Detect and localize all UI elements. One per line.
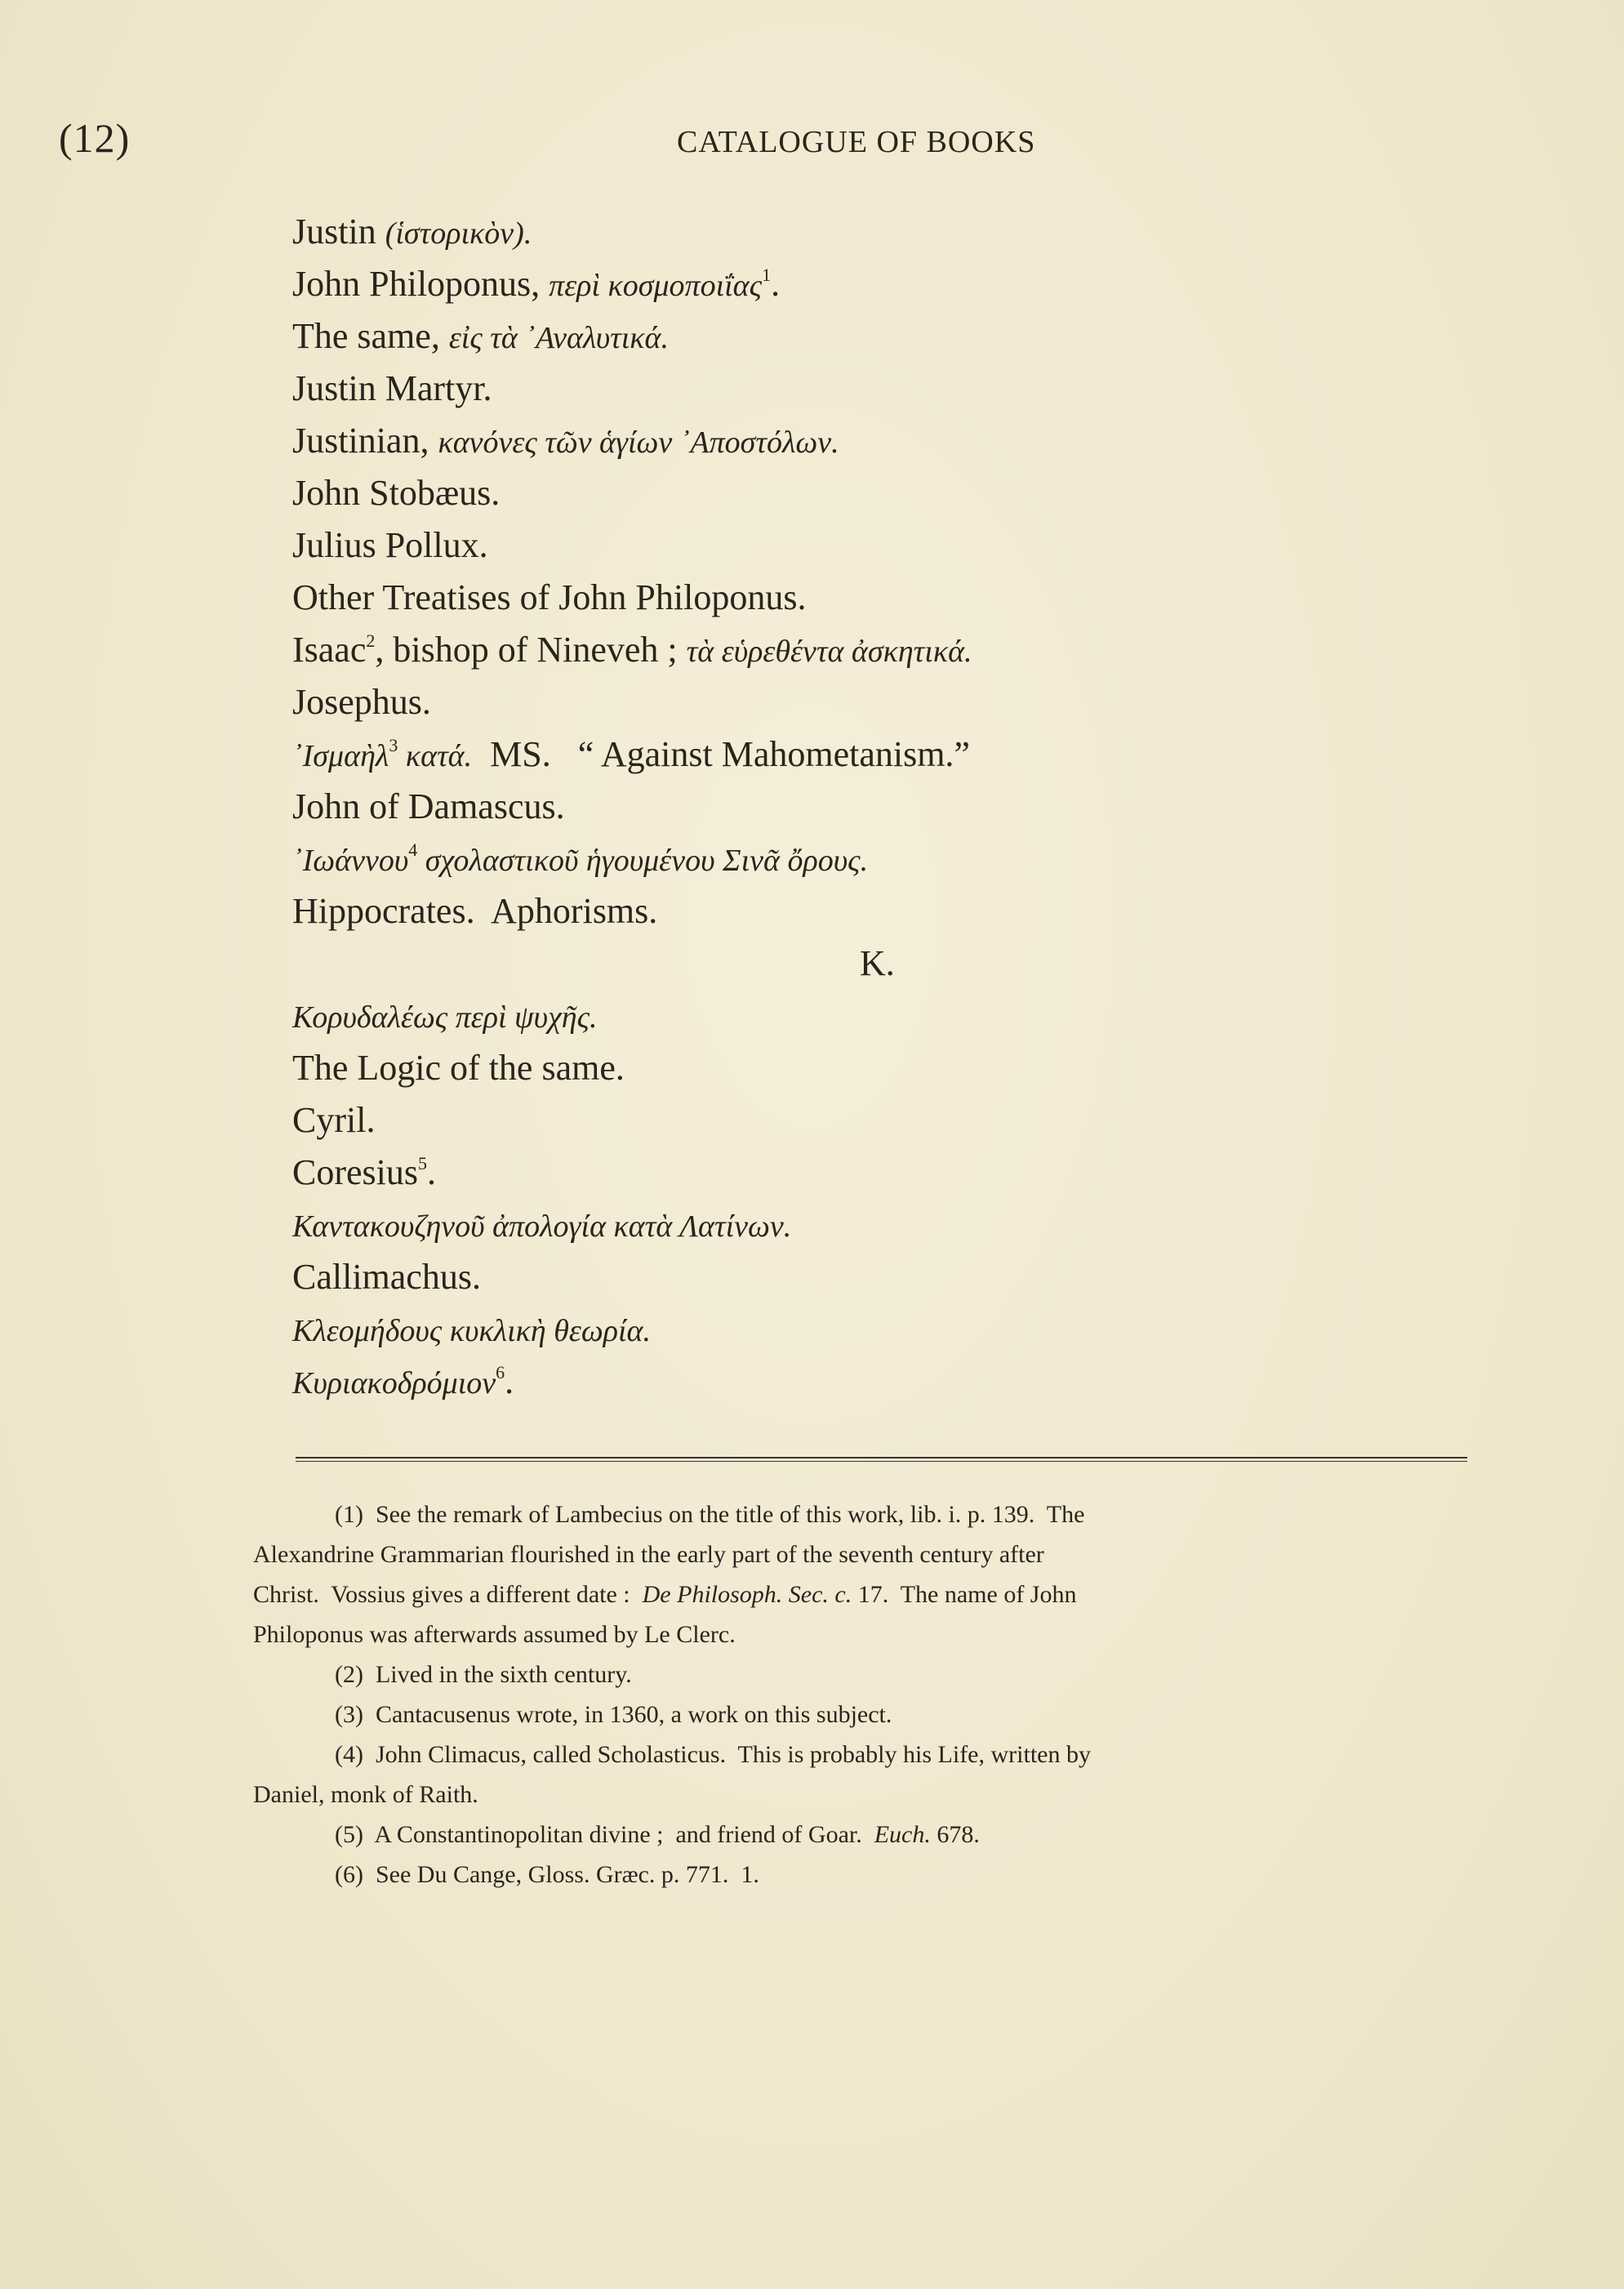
catalogue-entries xyxy=(292,206,1517,1408)
footnotes xyxy=(253,1494,1462,1895)
section-letter: K. xyxy=(860,943,895,983)
footnote-1: (1) See the remark of Lambecius on the title of this work, lib. i. p. 139. The xyxy=(335,1501,1085,1528)
catalogue-entry: John Philoponus, περὶ κοσμοποιΐας$^1$. xyxy=(292,264,781,304)
footnote-ref: 6 xyxy=(496,1362,505,1383)
catalogue-entry: Hippocrates. Aphorisms. xyxy=(292,891,658,931)
footnote-1-continued: Christ. Vossius gives a different date : De Philosoph. Sec. c. 17. The name of John xyxy=(253,1581,1077,1608)
catalogue-entry: Justinian, κανόνες τῶν ἁγίων ᾿Αποστόλων. xyxy=(292,421,839,461)
footnote-1-continued: Alexandrine Grammarian flourished in the early part of the seventh century after xyxy=(253,1541,1044,1568)
catalogue-entry: Justin (ἱστορικὸν). xyxy=(292,212,532,252)
catalogue-entry: Κυριακοδρόμιον$^6$. xyxy=(292,1361,514,1401)
footnote-6: (6) See Du Cange, Gloss. Græc. p. 771. 1. xyxy=(335,1861,759,1888)
catalogue-entry: The Logic of the same. xyxy=(292,1048,625,1088)
catalogue-entry: Justin Martyr. xyxy=(292,368,492,408)
catalogue-entry: Callimachus. xyxy=(292,1257,481,1297)
catalogue-entry: Καντακουζηνοῦ ἀπολογία κατὰ Λατίνων. xyxy=(292,1209,792,1244)
catalogue-entry: Josephus. xyxy=(292,682,431,722)
catalogue-entry: John Stobæus. xyxy=(292,473,501,513)
catalogue-entry: Κορυδαλέως περὶ ψυχῆς. xyxy=(292,1000,598,1035)
footnote-divider xyxy=(296,1457,1467,1458)
footnote-ref: 4 xyxy=(408,839,418,860)
footnote-1-continued: Philoponus was afterwards assumed by Le Clerc. xyxy=(253,1621,736,1648)
catalogue-entry: Julius Pollux. xyxy=(292,525,488,565)
catalogue-entry: Cyril. xyxy=(292,1100,376,1140)
footnote-5: (5) A Constantinopolitan divine ; and friend of Goar. Euch. 678. xyxy=(335,1821,980,1848)
catalogue-entry: ᾿Ισμαὴλ$^3$ κατά. MS. “ Against Mahometanism.” xyxy=(292,734,970,774)
footnote-2: (2) Lived in the sixth century. xyxy=(335,1661,632,1688)
footnote-ref: 2 xyxy=(366,630,376,651)
catalogue-entry: Coresius$^5$. xyxy=(292,1152,436,1192)
catalogue-entry: Κλεομήδους κυκλικὴ θεωρία. xyxy=(292,1314,651,1348)
catalogue-entry: The same, εἰς τὰ ᾿Αναλυτικά. xyxy=(292,316,669,356)
catalogue-entry: Other Treatises of John Philoponus. xyxy=(292,577,807,617)
catalogue-entry: Isaac$^2$, bishop of Nineveh ; τὰ εὑρεθέντα ἀσκητικά. xyxy=(292,630,972,670)
footnote-ref: 3 xyxy=(389,735,398,755)
footnote-4-continued: Daniel, monk of Raith. xyxy=(253,1781,478,1808)
running-head: CATALOGUE OF BOOKS xyxy=(677,125,1036,159)
catalogue-entry: ᾿Ιωάννου$^4$ σχολαστικοῦ ἡγουμένου Σινᾶ ὄρους. xyxy=(292,839,869,878)
page-number: (12) xyxy=(59,115,131,161)
footnote-4: (4) John Climacus, called Scholasticus. This is probably his Life, written by xyxy=(335,1741,1091,1768)
footnote-3: (3) Cantacusenus wrote, in 1360, a work on this subject. xyxy=(335,1701,892,1728)
footnote-ref: 1 xyxy=(762,265,772,285)
catalogue-entry: John of Damascus. xyxy=(292,786,565,826)
footnote-divider xyxy=(296,1461,1467,1462)
footnote-ref: 5 xyxy=(418,1153,427,1173)
